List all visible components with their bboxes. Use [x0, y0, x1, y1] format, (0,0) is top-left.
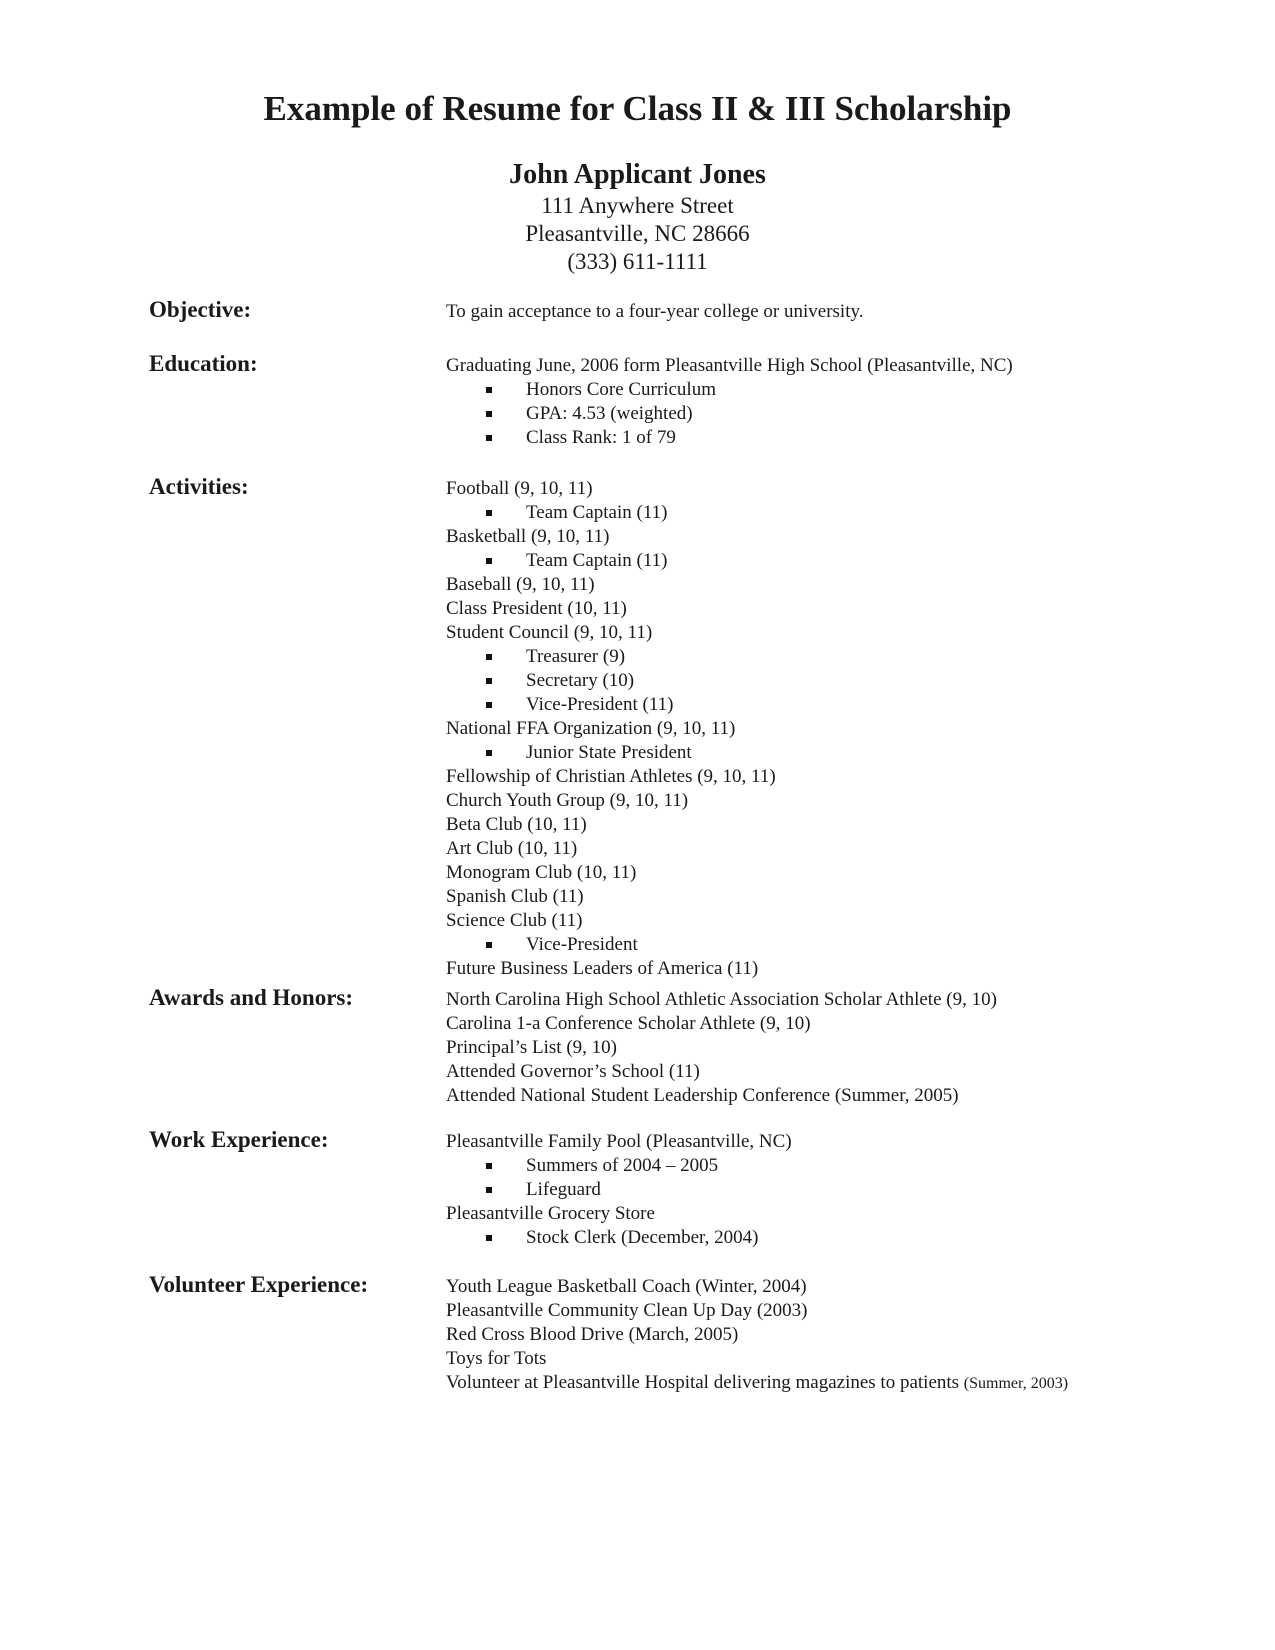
objective-label: Objective: — [149, 297, 252, 322]
bullet-item: Honors Core Curriculum — [446, 378, 1226, 402]
education-label: Education: — [149, 351, 258, 376]
volunteer-content — [446, 1275, 1226, 1396]
list-item: Youth League Basketball Coach (Winter, 2004) — [446, 1276, 807, 1297]
work-content — [446, 1130, 1226, 1250]
bullet-item: Secretary (10) — [446, 669, 1226, 693]
list-item: Student Council (9, 10, 11) — [446, 622, 653, 643]
volunteer-last-line: Volunteer at Pleasantville Hospital delivering magazines to patients — [446, 1372, 964, 1393]
list-item: Church Youth Group (9, 10, 11) — [446, 790, 689, 811]
bullet-item: Vice-President — [446, 933, 1226, 957]
bullet-item: Treasurer (9) — [446, 645, 1226, 669]
list-item: Pleasantville Grocery Store — [446, 1203, 655, 1224]
list-item: Graduating June, 2006 form Pleasantville High School (Pleasantville, NC) — [446, 355, 1013, 376]
bullet-item: Junior State President — [446, 741, 1226, 765]
volunteer-list — [446, 1275, 1226, 1371]
objective-content — [446, 300, 1226, 324]
list-item: Spanish Club (11) — [446, 886, 584, 907]
list-item: Red Cross Blood Drive (March, 2005) — [446, 1324, 739, 1345]
list-item: Science Club (11) — [446, 910, 583, 931]
list-item: Fellowship of Christian Athletes (9, 10, 11) — [446, 766, 776, 787]
list-item: Class President (10, 11) — [446, 598, 627, 619]
page-title: Example of Resume for Class II & III Scholarship — [263, 89, 1012, 128]
volunteer-last-line-note: (Summer, 2003) — [963, 1375, 1069, 1392]
awards-label: Awards and Honors: — [149, 985, 354, 1010]
awards-content — [446, 988, 1226, 1108]
work-label: Work Experience: — [149, 1127, 329, 1152]
bullet-item: Class Rank: 1 of 79 — [446, 426, 1226, 450]
bullet-item: Vice-President (11) — [446, 693, 1226, 717]
list-item: Monogram Club (10, 11) — [446, 862, 637, 883]
list-item: Carolina 1-a Conference Scholar Athlete (9, 10) — [446, 1013, 811, 1034]
list-item: National FFA Organization (9, 10, 11) — [446, 718, 736, 739]
list-item: Pleasantville Family Pool (Pleasantville, NC) — [446, 1131, 792, 1152]
bullet-item: Team Captain (11) — [446, 501, 1226, 525]
objective-text: To gain acceptance to a four-year college or university. — [446, 301, 864, 322]
list-item: North Carolina High School Athletic Association Scholar Athlete (9, 10) — [446, 989, 997, 1010]
list-item: Basketball (9, 10, 11) — [446, 526, 610, 547]
phone-number: (333) 611-1111 — [567, 249, 708, 274]
street-address: 111 Anywhere Street — [541, 193, 734, 218]
applicant-name: John Applicant Jones — [509, 159, 766, 190]
bullet-item: Stock Clerk (December, 2004) — [446, 1226, 1226, 1250]
bullet-item: Lifeguard — [446, 1178, 1226, 1202]
list-item: Toys for Tots — [446, 1348, 547, 1369]
list-item: Art Club (10, 11) — [446, 838, 578, 859]
list-item: Beta Club (10, 11) — [446, 814, 587, 835]
list-item: Attended National Student Leadership Conference (Summer, 2005) — [446, 1085, 959, 1106]
list-item: Future Business Leaders of America (11) — [446, 958, 759, 979]
activities-label: Activities: — [149, 474, 249, 499]
education-content — [446, 354, 1226, 450]
applicant-header — [0, 158, 1275, 276]
list-item: Pleasantville Community Clean Up Day (2003) — [446, 1300, 808, 1321]
volunteer-label: Volunteer Experience: — [149, 1272, 369, 1297]
list-item: Football (9, 10, 11) — [446, 478, 593, 499]
list-item: Baseball (9, 10, 11) — [446, 574, 595, 595]
bullet-item: Team Captain (11) — [446, 549, 1226, 573]
list-item: Attended Governor’s School (11) — [446, 1061, 700, 1082]
city-state-zip: Pleasantville, NC 28666 — [525, 221, 750, 246]
list-item — [446, 1371, 1226, 1396]
bullet-item: GPA: 4.53 (weighted) — [446, 402, 1226, 426]
list-item: Principal’s List (9, 10) — [446, 1037, 617, 1058]
bullet-item: Summers of 2004 – 2005 — [446, 1154, 1226, 1178]
activities-content — [446, 477, 1226, 981]
